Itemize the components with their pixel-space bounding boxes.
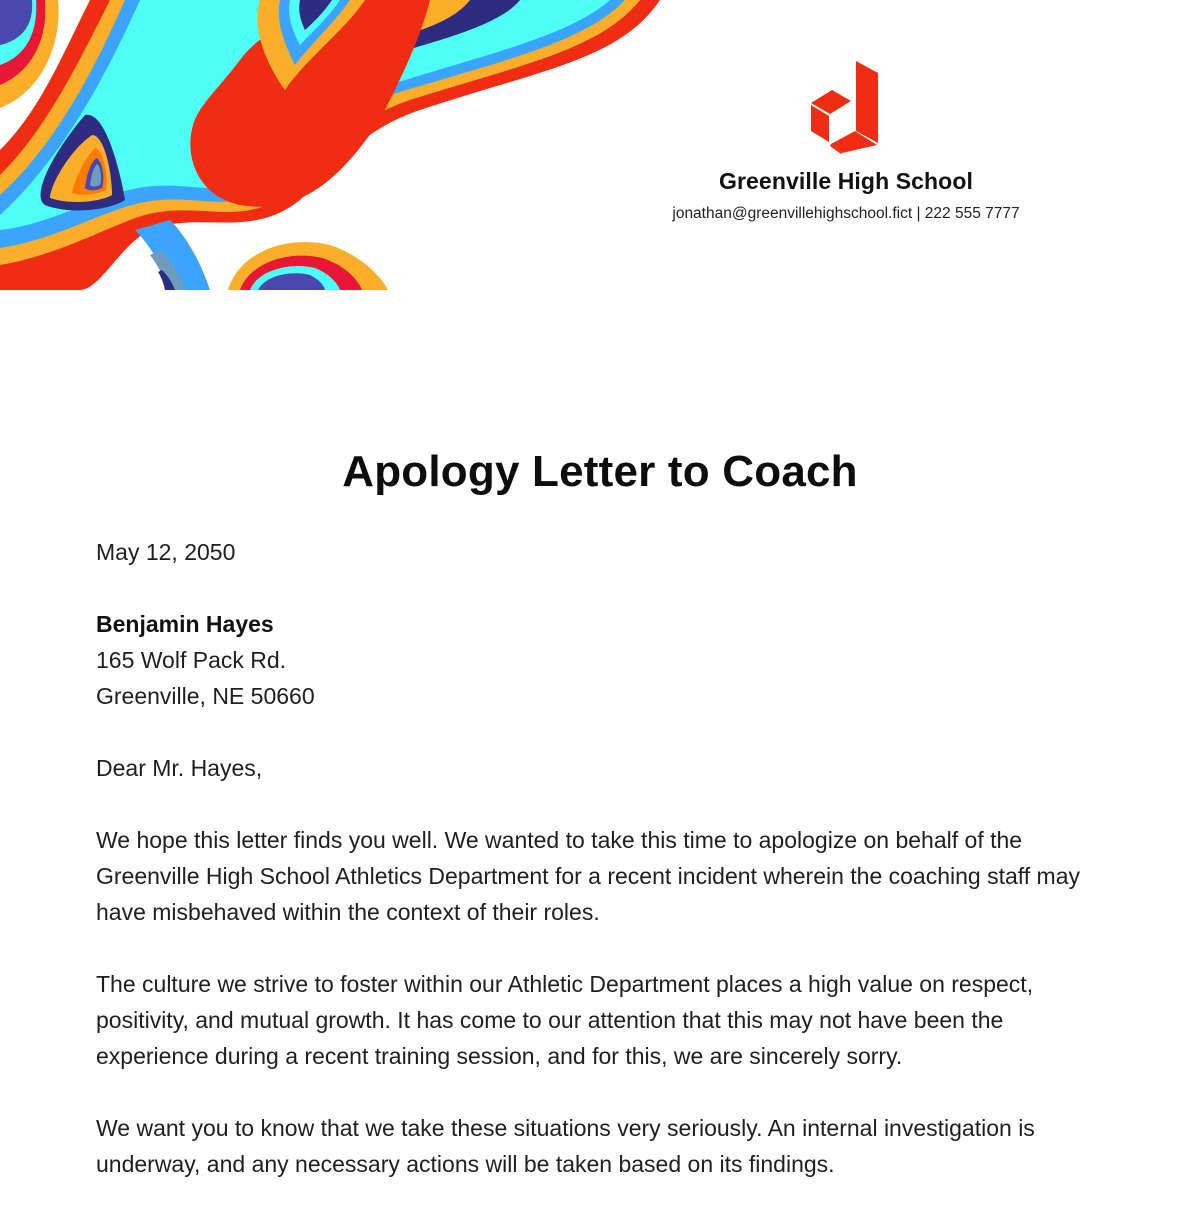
document-title: Apology Letter to Coach bbox=[342, 447, 858, 497]
letterhead bbox=[0, 0, 1200, 290]
decorative-artwork bbox=[0, 0, 660, 290]
paragraph-2: The culture we strive to foster within our Athletic Department places a high value on respect, positivity, and mutual growth. It has come to our attention that this may not have been the experience during a recent training session, and for this, we are sincerely sorry. bbox=[96, 971, 1034, 1069]
letter-body bbox=[96, 534, 1106, 1218]
paragraph-1: We hope this letter finds you well. We wanted to take this time to apologize on behalf of the Greenville High School Athletics Department for a recent incident wherein the coaching staff may have misbehaved within the context of their roles. bbox=[96, 827, 1080, 925]
artwork-lower-stem bbox=[135, 220, 210, 290]
address-line-2: Greenville, NE 50660 bbox=[96, 683, 315, 709]
salutation: Dear Mr. Hayes, bbox=[96, 755, 263, 781]
letter-date: May 12, 2050 bbox=[96, 539, 236, 565]
address-line-1: 165 Wolf Pack Rd. bbox=[96, 647, 287, 673]
school-branding bbox=[640, 58, 1052, 223]
recipient-address bbox=[96, 606, 1106, 714]
artwork-blob-bottom bbox=[228, 242, 388, 290]
contact-info: jonathan@greenvillehighschool.fict | 222 555 7777 bbox=[672, 205, 1020, 222]
school-logo-icon bbox=[811, 58, 881, 156]
recipient-name: Benjamin Hayes bbox=[96, 611, 274, 637]
paragraph-3: We want you to know that we take these situations very seriously. An internal investigation is underway, and any necessary actions will be taken based on its findings. bbox=[96, 1115, 1035, 1177]
school-name: Greenville High School bbox=[719, 168, 973, 194]
